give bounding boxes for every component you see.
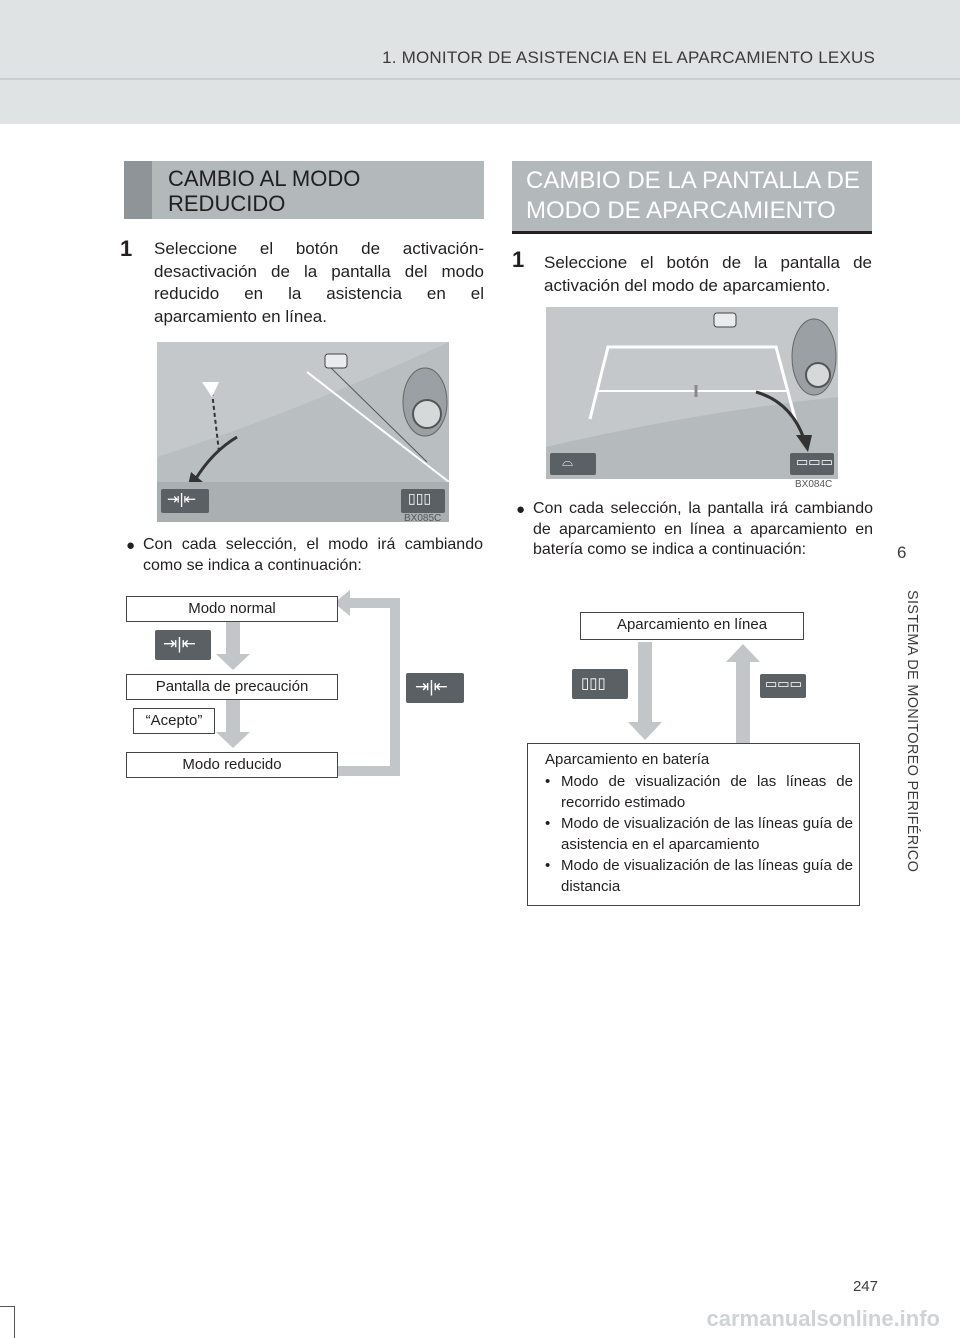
parallel-icon: ⇥|⇤ [415, 677, 448, 696]
camera-icon: ⌓ [562, 453, 574, 469]
flow-reduced-mode: Modo reducido [126, 752, 338, 778]
list-item [545, 813, 853, 855]
list-bullet: • [545, 857, 551, 874]
page-number: 247 [852, 1278, 878, 1295]
list-item [545, 771, 853, 813]
bay-parking-icon: ▯▯▯ [581, 675, 606, 692]
step-text: Seleccione el botón de la pantalla de activación del modo de aparcamiento. [544, 253, 872, 295]
list-bullet: • [545, 815, 551, 832]
header-title: 1. MONITOR DE ASISTENCIA EN EL APARCAMIENTO LEXUS [382, 48, 875, 67]
bullet-text: Con cada selección, la pantalla irá cambiando de aparcamiento en línea a aparcamiento en batería como se indica a continuación: [533, 500, 873, 558]
parallel-icon: ⇥|⇤ [167, 491, 197, 508]
parallel-toggle-icon [760, 674, 806, 698]
section-heading-reduced-mode [124, 161, 484, 219]
image-code: BX084C [795, 479, 833, 490]
bay-parking-icon: ▯▯▯ [408, 490, 432, 506]
list-item-text: Modo de visualización de las líneas de recorrido estimado [561, 773, 853, 811]
screen-illustration-parking [546, 307, 838, 479]
reduced-toggle-icon-return [406, 673, 464, 703]
bullet-text: Con cada selección, el modo irá cambiando como se indica a continuación: [143, 536, 483, 574]
bullet-dot: ● [516, 501, 526, 518]
flow-perpendicular-box [527, 743, 860, 906]
section-heading-parking-mode [512, 161, 872, 231]
footer-watermark: carmanualsonline.info [706, 1306, 940, 1331]
parallel-parking-icon: ▭▭▭ [765, 676, 802, 691]
chapter-title: SISTEMA DE MONITOREO PERIFÉRICO [904, 590, 920, 873]
reduced-toggle-icon [155, 630, 211, 660]
step-number: 1 [120, 236, 133, 261]
crop-mark [14, 1306, 15, 1338]
flow-parallel-parking: Aparcamiento en línea [580, 612, 804, 640]
image-code: BX085C [404, 513, 442, 524]
list-bullet: • [545, 773, 551, 790]
heading-bar [124, 161, 152, 219]
list-item-text: Modo de visualización de las líneas guía de asistencia en el aparcamiento [561, 815, 853, 853]
bay-toggle-icon [572, 669, 628, 699]
flow-mode-normal: Modo normal [126, 596, 338, 622]
header-rule [0, 78, 960, 80]
flow-warning-screen: Pantalla de precaución [126, 674, 338, 700]
parking-mode-button[interactable] [790, 453, 834, 475]
screen-illustration-reduced [157, 342, 449, 522]
parallel-parking-icon: ▭▭▭ [796, 454, 833, 469]
rear-view-button[interactable] [550, 453, 596, 475]
step-text: Seleccione el botón de activación-desactivación de la pantalla del modo reducido en la asistencia en el aparcamiento en línea. [154, 239, 484, 326]
list-item [545, 855, 853, 897]
step-number: 1 [512, 247, 525, 272]
section-heading-text: CAMBIO AL MODO REDUCIDO [168, 166, 361, 216]
flow-arrows-right [620, 640, 760, 744]
chapter-number: 6 [897, 543, 907, 562]
section-heading-text: CAMBIO DE LA PANTALLA DE MODO DE APARCAMIENTO [526, 167, 860, 224]
flow-accept-button: “Acepto” [133, 708, 215, 734]
perpendicular-list [545, 771, 853, 897]
perpendicular-mode-button[interactable] [401, 489, 445, 513]
list-item-text: Modo de visualización de las líneas guía de distancia [561, 857, 853, 895]
reduced-mode-button[interactable] [161, 489, 209, 513]
heading-underline [512, 231, 872, 234]
crop-mark [0, 1306, 14, 1307]
parallel-icon: ⇥|⇤ [163, 634, 196, 653]
bullet-dot: ● [126, 537, 136, 554]
perpendicular-title: Aparcamiento en batería [545, 751, 710, 768]
